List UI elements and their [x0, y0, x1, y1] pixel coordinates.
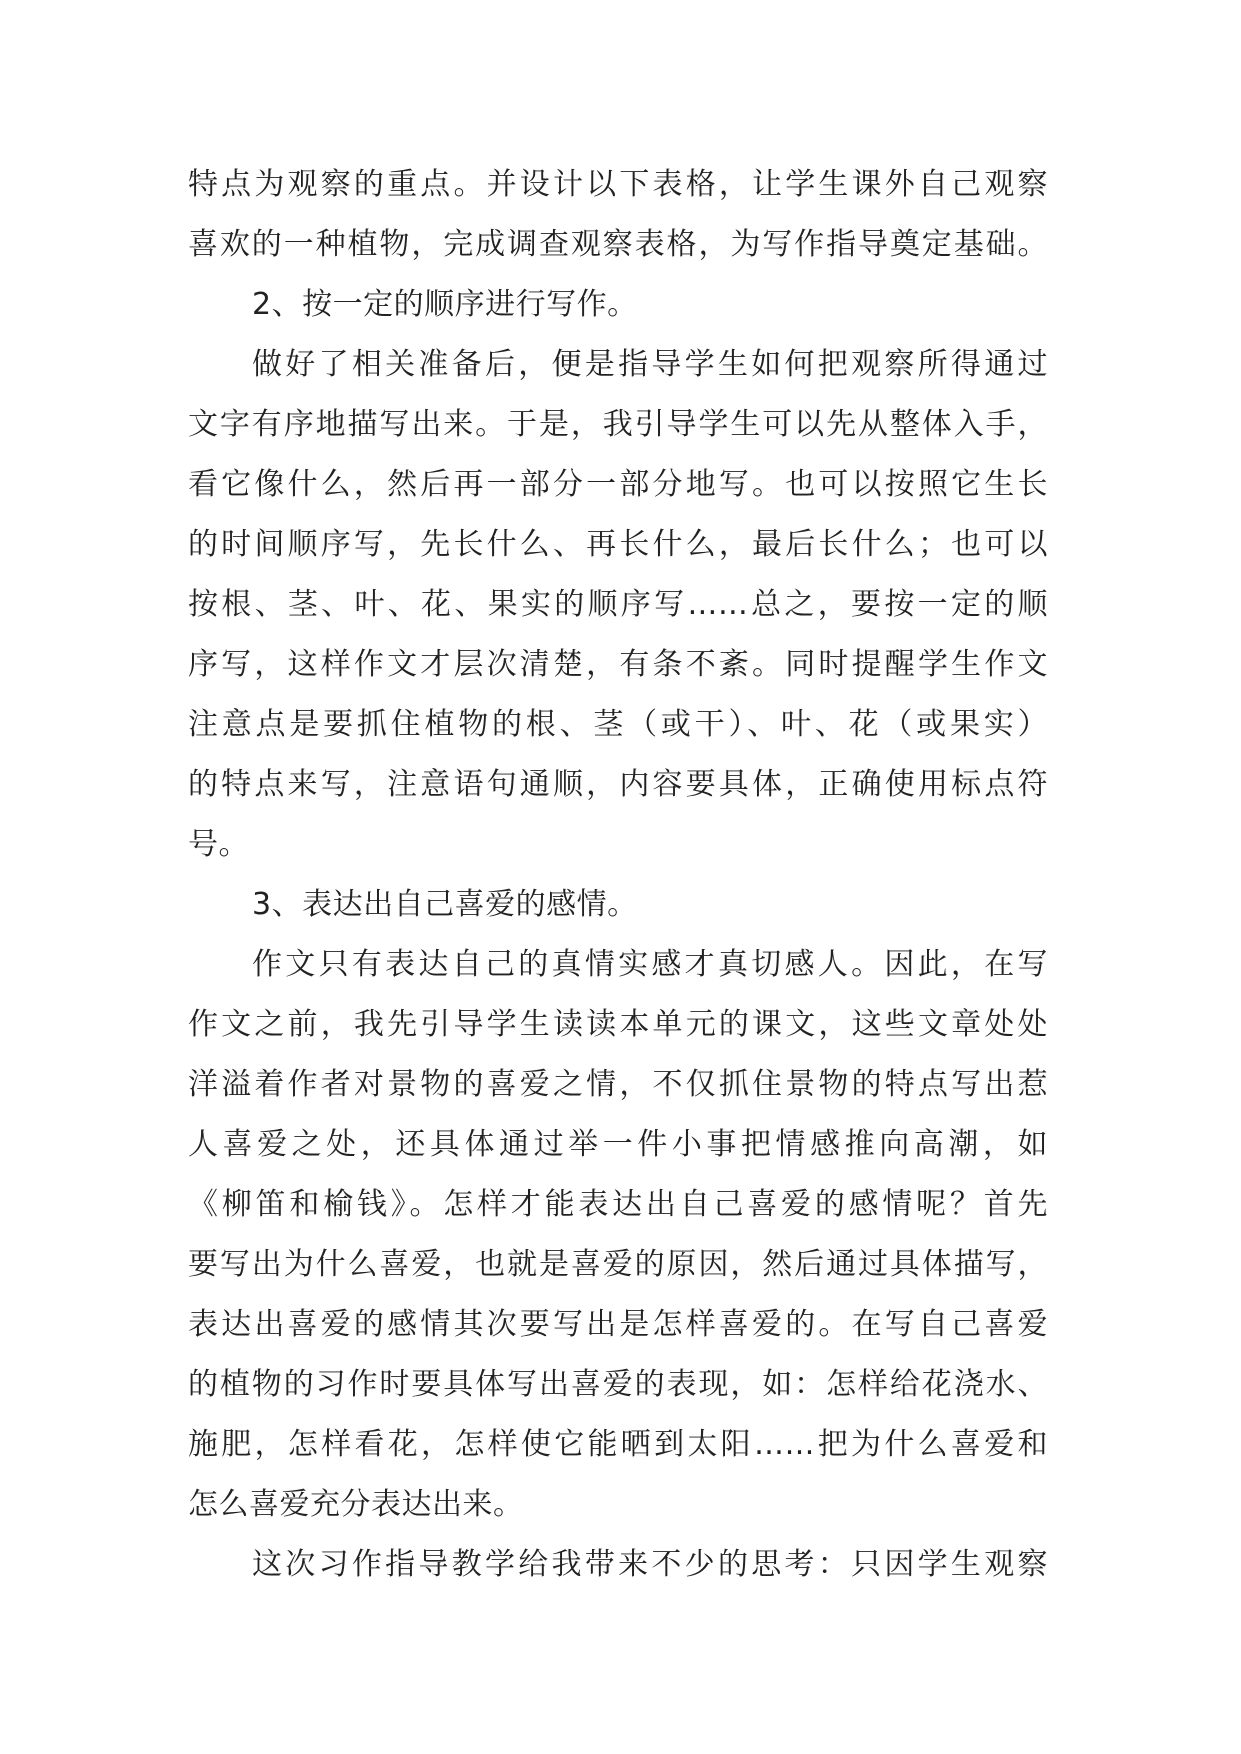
text-line: 按根、茎、叶、花、果实的顺序写……总之，要按一定的顺: [188, 587, 1048, 622]
paragraph-last-line: 号。: [188, 827, 249, 862]
text-line: 特点为观察的重点。并设计以下表格，让学生课外自己观察: [188, 167, 1048, 202]
text-line: 喜欢的一种植物，完成调查观察表格，为写作指导奠定基础。: [188, 227, 1048, 262]
text-line: 序写，这样作文才层次清楚，有条不紊。同时提醒学生作文: [188, 647, 1048, 682]
text-line: 的植物的习作时要具体写出喜爱的表现，如：怎样给花浇水、: [188, 1367, 1048, 1402]
text-line: 的时间顺序写，先长什么、再长什么，最后长什么；也可以: [188, 527, 1048, 562]
text-line: 注意点是要抓住植物的根、茎（或干）、叶、花（或果实）: [188, 707, 1048, 742]
text-line: 看它像什么，然后再一部分一部分地写。也可以按照它生长: [188, 467, 1048, 502]
section-heading: 3、表达出自己喜爱的感情。: [252, 887, 638, 922]
section-heading: 2、按一定的顺序进行写作。: [252, 287, 638, 322]
paragraph-first-line: 做好了相关准备后，便是指导学生如何把观察所得通过: [252, 347, 1048, 382]
text-line: 文字有序地描写出来。于是，我引导学生可以先从整体入手，: [188, 407, 1048, 442]
text-line: 施肥，怎样看花，怎样使它能晒到太阳……把为什么喜爱和: [188, 1427, 1048, 1462]
document-body: [188, 155, 1048, 1595]
paragraph-last-line: 怎么喜爱充分表达出来。: [188, 1487, 524, 1522]
text-line: 作文之前，我先引导学生读读本单元的课文，这些文章处处: [188, 1007, 1048, 1042]
text-line: 人喜爱之处，还具体通过举一件小事把情感推向高潮，如: [188, 1127, 1048, 1162]
text-line: 表达出喜爱的感情其次要写出是怎样喜爱的。在写自己喜爱: [188, 1307, 1048, 1342]
paragraph-first-line: 作文只有表达自己的真情实感才真切感人。因此，在写: [252, 947, 1048, 982]
paragraph-first-line: 这次习作指导教学给我带来不少的思考：只因学生观察: [252, 1547, 1048, 1582]
text-line: 《柳笛和榆钱》。怎样才能表达出自己喜爱的感情呢？首先: [188, 1187, 1048, 1222]
text-line: 的特点来写，注意语句通顺，内容要具体，正确使用标点符: [188, 767, 1048, 802]
text-line: 洋溢着作者对景物的喜爱之情，不仅抓住景物的特点写出惹: [188, 1067, 1048, 1102]
text-line: 要写出为什么喜爱，也就是喜爱的原因，然后通过具体描写，: [188, 1247, 1048, 1282]
